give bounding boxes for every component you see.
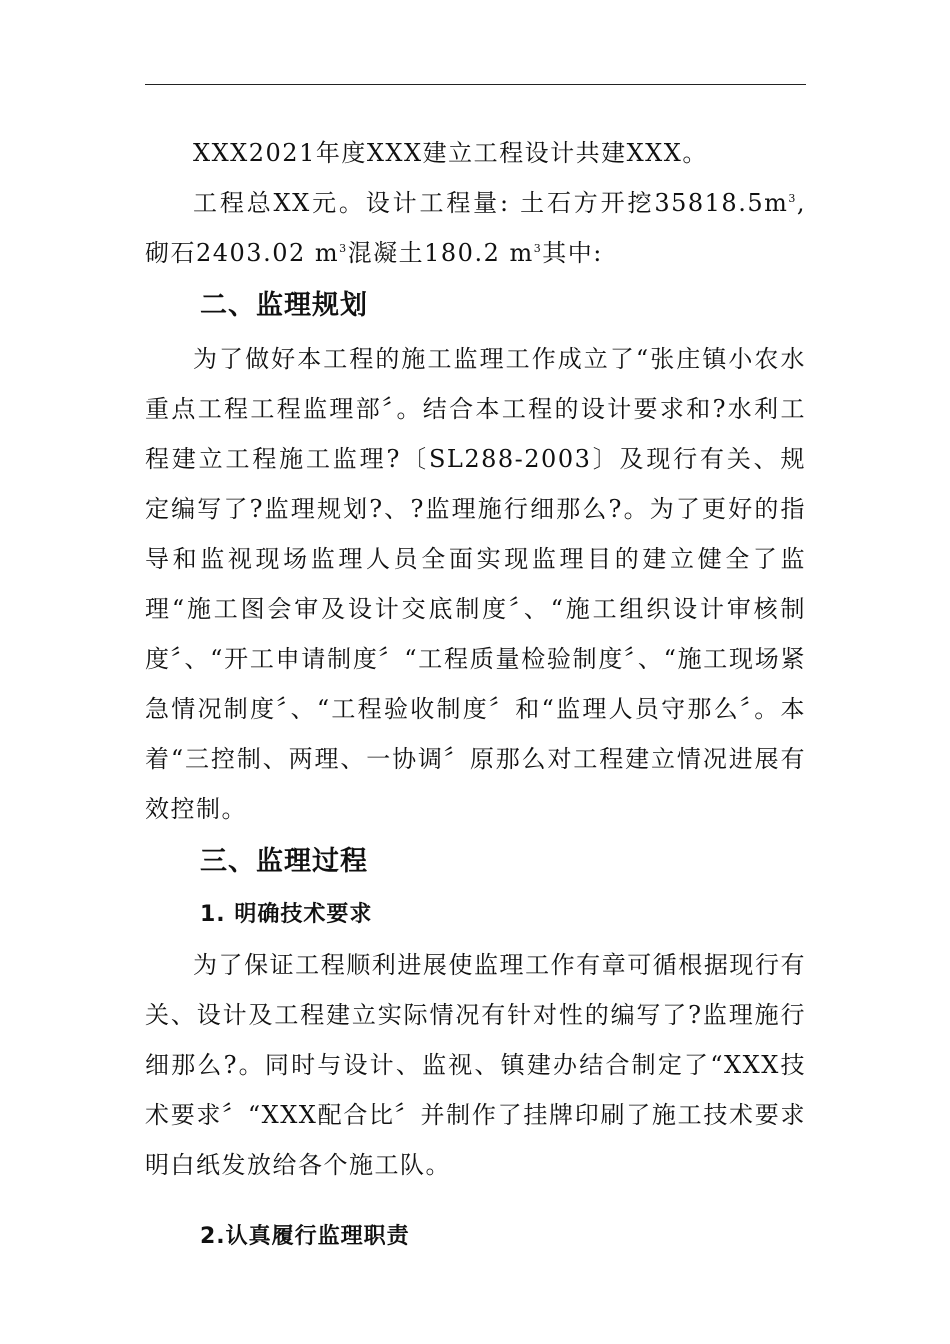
superscript-3: 3 <box>533 242 543 255</box>
document-page <box>145 128 806 1262</box>
quantity-text-4: 其中: <box>542 239 603 267</box>
subsection1-paragraph: 为了保证工程顺利进展使监理工作有章可循根据现行有关、设计及工程建立实际情况有针对性的编写了?监理施行细那么?。同时与设计、监视、镇建办结合制定了“XXX技术要求〞“XXX配合比〞并制作了挂牌印刷了施工技术要求明白纸发放给各个施工队。 <box>145 951 806 1179</box>
section2-heading: 二、监理规划 <box>200 290 368 321</box>
quantity-paragraph <box>145 178 806 278</box>
section3-heading: 三、监理过程 <box>200 846 368 877</box>
header-rule <box>145 84 806 85</box>
quantity-text-2: ,砌石2403.02 m <box>145 189 806 267</box>
section2-paragraph: 为了做好本工程的施工监理工作成立了“张庄镇小农水重点工程工程监理部〞。结合本工程的设计要求和?水利工程建立工程施工监理?〔SL288-2003〕及现行有关、规定编写了?监理规划?、?监理施行细那么?。为了更好的指导和监视现场监理人员全面实现监理目的建立健全了监理“施工图会审及设计交底制度〞、“施工组织设计审核制度〞、“开工申请制度〞“工程质量检验制度〞、“施工现场紧急情况制度〞、“工程验收制度〞和“监理人员守那么〞。本着“三控制、两理、一协调〞原那么对工程建立情况进展有效控制。 <box>145 345 806 823</box>
quantity-text-3: 混凝土180.2 m <box>347 239 534 267</box>
superscript-1: 3 <box>788 192 797 205</box>
superscript-2: 3 <box>339 242 348 255</box>
spacer <box>145 1190 806 1212</box>
quantity-text-1: 工程总XX元。设计工程量: 土石方开挖35818.5m <box>193 189 789 217</box>
subsection2-heading: 2.认真履行监理职责 <box>200 1224 410 1249</box>
subsection1-heading: 1. 明确技术要求 <box>200 902 373 927</box>
intro-paragraph: XXX2021年度XXX建立工程设计共建XXX。 <box>193 139 708 167</box>
